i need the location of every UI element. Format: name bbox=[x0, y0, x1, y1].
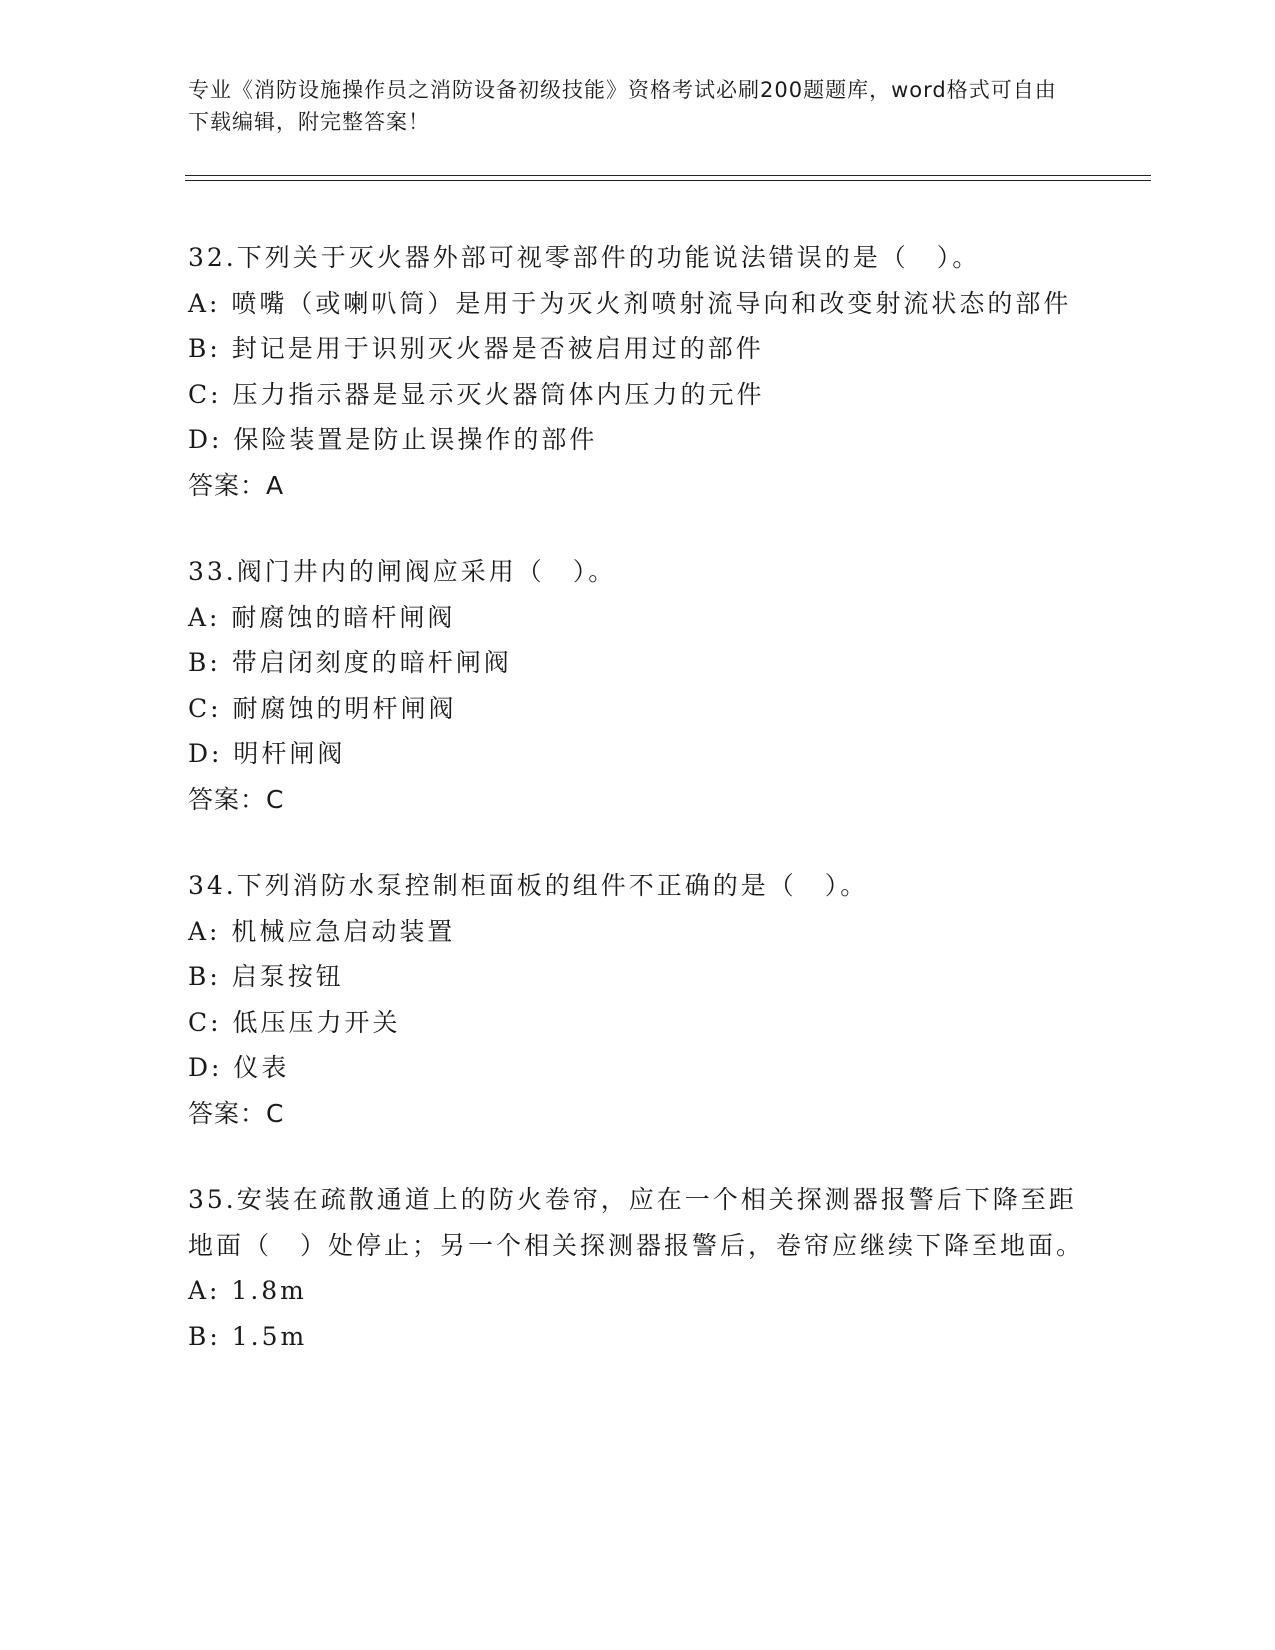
question-stem: 35.安装在疏散通道上的防火卷帘，应在一个相关探测器报警后下降至距地面（ ）处停止；另一个相关探测器报警后，卷帘应继续下降至地面。 bbox=[188, 1185, 1085, 1260]
question-stem: 33.阀门井内的闸阀应采用（ ）。 bbox=[188, 557, 617, 586]
option-c: C: 压力指示器是显示灭火器筒体内压力的元件 bbox=[188, 379, 765, 409]
header-rule-bottom bbox=[185, 180, 1151, 181]
question-list bbox=[188, 235, 1088, 1400]
answer: 答案：C bbox=[188, 1098, 285, 1128]
question-34 bbox=[188, 863, 1088, 1136]
header-rule-top bbox=[185, 175, 1151, 176]
option-a: A: 喷嘴（或喇叭筒）是用于为灭火剂喷射流导向和改变射流状态的部件 bbox=[188, 288, 1072, 318]
option-b: B: 带启闭刻度的暗杆闸阀 bbox=[188, 648, 512, 677]
option-a: A: 耐腐蚀的暗杆闸阀 bbox=[188, 602, 456, 632]
question-stem: 34.下列消防水泵控制柜面板的组件不正确的是（ ）。 bbox=[188, 871, 869, 900]
answer: 答案：A bbox=[188, 470, 285, 500]
question-32 bbox=[188, 235, 1088, 508]
option-d: D: 明杆闸阀 bbox=[188, 739, 346, 768]
answer: 答案：C bbox=[188, 784, 285, 814]
question-35 bbox=[188, 1177, 1088, 1359]
option-b: B: 1.5m bbox=[188, 1321, 308, 1351]
option-b: B: 启泵按钮 bbox=[188, 962, 344, 991]
document-header: 专业《消防设施操作员之消防设备初级技能》资格考试必刷200题题库，word格式可自由下载编辑，附完整答案！ bbox=[188, 78, 1057, 134]
question-33 bbox=[188, 549, 1088, 822]
option-a: A: 1.8m bbox=[188, 1276, 307, 1305]
option-c: C: 低压压力开关 bbox=[188, 1007, 401, 1037]
option-d: D: 仪表 bbox=[188, 1053, 290, 1082]
option-d: D: 保险装置是防止误操作的部件 bbox=[188, 425, 598, 454]
option-c: C: 耐腐蚀的明杆闸阀 bbox=[188, 693, 457, 723]
question-stem: 32.下列关于灭火器外部可视零部件的功能说法错误的是（ ）。 bbox=[188, 243, 981, 272]
option-b: B: 封记是用于识别灭火器是否被启用过的部件 bbox=[188, 334, 764, 363]
option-a: A: 机械应急启动装置 bbox=[188, 916, 456, 946]
